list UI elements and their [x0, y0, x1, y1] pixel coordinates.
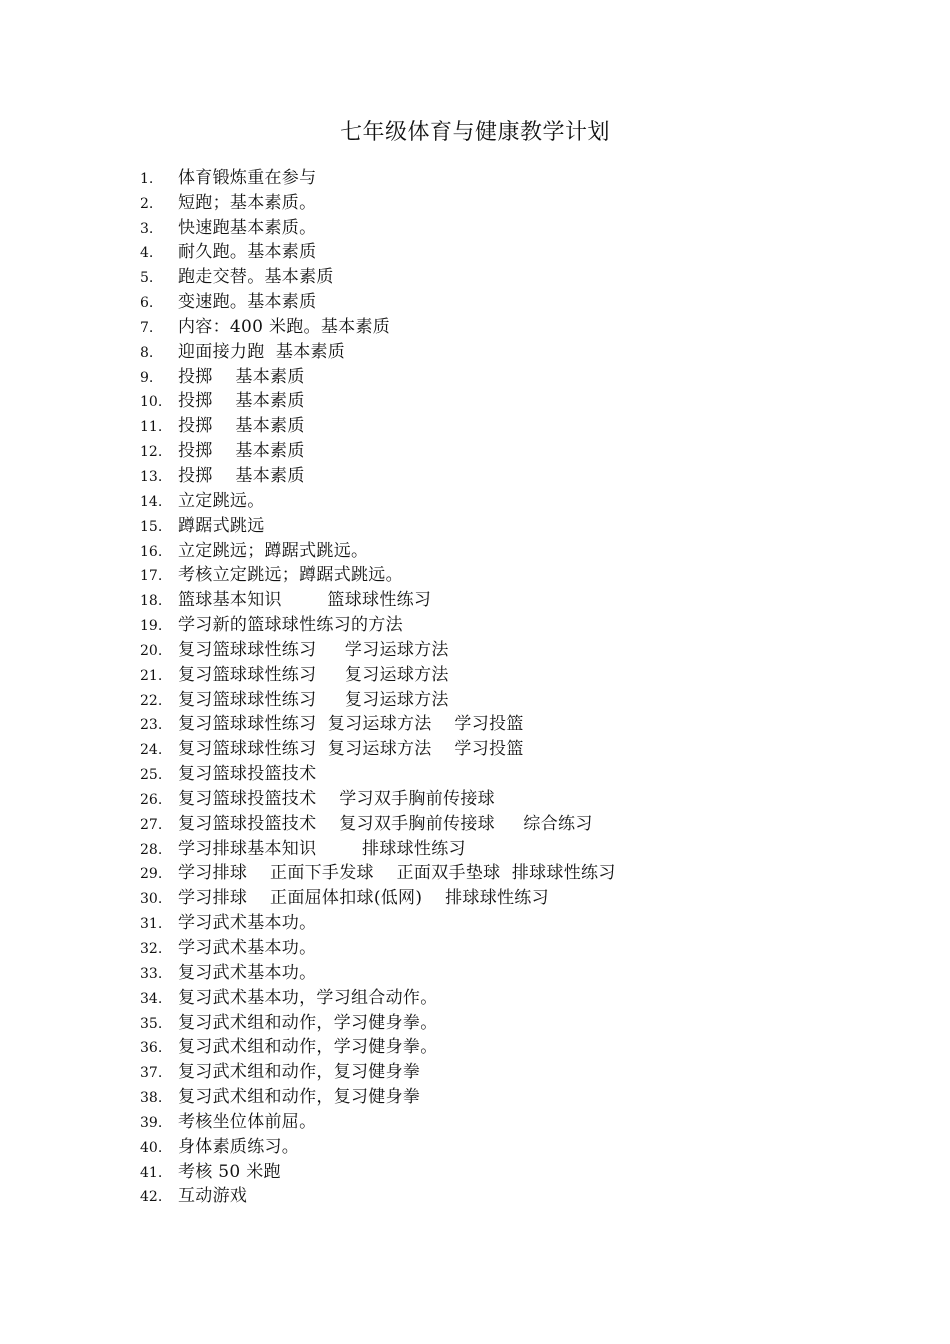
list-item-text: 考核立定跳远；蹲踞式跳远。 — [178, 565, 403, 586]
list-item-number: 28. — [140, 841, 163, 858]
list-item-number: 9. — [140, 369, 154, 386]
list-item-number: 38. — [140, 1090, 163, 1107]
list-item — [140, 1009, 616, 1034]
list-item-number: 41. — [140, 1164, 163, 1181]
list-item-number: 11. — [140, 419, 163, 436]
list-item-text: 学习武术基本功。 — [178, 913, 317, 934]
list-item-number: 26. — [140, 791, 163, 808]
list-item — [140, 437, 616, 462]
list-item-text: 复习武术基本功，学习组合动作。 — [178, 987, 438, 1008]
list-item-text: 内容：400 米跑。基本素质 — [178, 316, 391, 337]
list-item — [140, 959, 616, 984]
list-item-text: 变速跑。基本素质 — [178, 292, 317, 313]
list-item-text: 投掷 基本素质 — [178, 441, 305, 462]
list-item-number: 5. — [140, 270, 154, 287]
list-item-text: 复习篮球投篮技术 学习双手胸前传接球 — [178, 788, 495, 809]
list-item-text: 互动游戏 — [178, 1186, 248, 1207]
list-item-text: 学习武术基本功。 — [178, 938, 317, 958]
list-item-text: 立定跳远；蹲踞式跳远。 — [178, 540, 369, 561]
list-item-text: 复习篮球球性练习 学习运球方法 — [178, 639, 449, 660]
list-item-number: 8. — [140, 344, 154, 361]
list-item — [140, 785, 616, 810]
list-item-text: 投掷 基本素质 — [178, 391, 305, 412]
list-item-number: 13. — [140, 468, 163, 485]
list-item-number: 34. — [140, 990, 163, 1007]
list-item-number: 42. — [140, 1189, 163, 1206]
page-title: 七年级体育与健康教学计划 — [339, 120, 610, 145]
list-item — [140, 313, 616, 338]
list-item-number: 31. — [140, 916, 163, 933]
list-item — [140, 984, 616, 1009]
list-item-number: 16. — [140, 543, 163, 560]
list-item — [140, 1108, 616, 1133]
list-item-number: 39. — [140, 1114, 163, 1131]
list-item-number: 3. — [140, 220, 154, 237]
list-item — [140, 860, 616, 885]
list-item — [140, 1083, 616, 1108]
list-item-text: 立定跳远。 — [178, 490, 265, 511]
list-item-number: 30. — [140, 891, 163, 908]
list-item — [140, 388, 616, 413]
list-item-text: 耐久跑。基本素质 — [178, 242, 317, 263]
list-item — [140, 760, 616, 785]
list-item-text: 复习武术组和动作，学习健身拳。 — [178, 1012, 438, 1033]
list-item-text: 复习篮球球性练习 复习运球方法 学习投篮 — [178, 714, 524, 735]
list-item — [140, 512, 616, 537]
list-item-text: 快速跑基本素质。 — [178, 217, 317, 238]
list-item-text: 复习篮球投篮技术 — [178, 764, 317, 785]
list-item — [140, 661, 616, 686]
list-item — [140, 288, 616, 313]
list-item-number: 6. — [140, 295, 154, 312]
list-item-text: 蹲踞式跳远 — [178, 515, 265, 536]
list-item-number: 17. — [140, 568, 163, 585]
list-item-number: 12. — [140, 444, 163, 461]
list-item-number: 32. — [140, 941, 163, 957]
list-item — [140, 1058, 616, 1083]
list-item-text: 复习武术组和动作，复习健身拳 — [178, 1087, 421, 1108]
list-item — [140, 338, 616, 363]
list-item — [140, 537, 616, 562]
list-item-number: 1. — [140, 170, 154, 187]
list-item-number: 33. — [140, 965, 163, 982]
list-item-number: 25. — [140, 767, 163, 784]
list-item-text: 复习篮球球性练习 复习运球方法 学习投篮 — [178, 739, 524, 760]
list-item-number: 22. — [140, 692, 163, 709]
list-item — [140, 164, 616, 189]
list-item-text: 考核 50 米跑 — [178, 1161, 281, 1182]
list-item-number: 10. — [140, 394, 163, 411]
list-item-number: 2. — [140, 195, 154, 212]
list-item-number: 40. — [140, 1139, 163, 1156]
list-item-number: 21. — [140, 667, 163, 684]
list-item — [140, 810, 616, 835]
list-item-text: 跑走交替。基本素质 — [178, 267, 334, 288]
list-item-number: 4. — [140, 245, 154, 262]
list-item-text: 体育锻炼重在参与 — [178, 167, 317, 188]
list-item — [140, 562, 616, 587]
list-item — [140, 1158, 616, 1183]
list-item-number: 24. — [140, 742, 163, 759]
list-item — [140, 934, 616, 959]
list-item — [140, 462, 616, 487]
list-item-number: 27. — [140, 816, 163, 833]
list-item-number: 19. — [140, 618, 163, 635]
list-item-text: 复习篮球投篮技术 复习双手胸前传接球 综合练习 — [178, 813, 593, 834]
list-item — [140, 239, 616, 264]
list-item-number: 37. — [140, 1065, 163, 1082]
list-item-text: 投掷 基本素质 — [178, 465, 305, 486]
list-item-text: 复习武术基本功。 — [178, 962, 317, 983]
list-item-number: 20. — [140, 642, 163, 659]
list-item — [140, 1183, 616, 1208]
list-item — [140, 586, 616, 611]
list-item-number: 18. — [140, 593, 163, 610]
list-item — [140, 835, 616, 860]
lesson-list — [140, 164, 616, 1207]
list-item-text: 投掷 基本素质 — [178, 416, 305, 437]
list-item-number: 29. — [140, 866, 163, 883]
list-item-text: 迎面接力跑 基本素质 — [178, 341, 346, 362]
list-item — [140, 1133, 616, 1158]
list-item-text: 学习排球基本知识 排球球性练习 — [178, 838, 466, 859]
list-item-text: 考核坐位体前屈。 — [178, 1111, 317, 1132]
list-item-number: 23. — [140, 717, 163, 734]
list-item-text: 复习篮球球性练习 复习运球方法 — [178, 689, 449, 710]
list-item — [140, 686, 616, 711]
list-item — [140, 636, 616, 661]
list-item — [140, 884, 616, 909]
list-item — [140, 711, 616, 736]
list-item — [140, 412, 616, 437]
list-item-number: 14. — [140, 493, 163, 510]
list-item — [140, 611, 616, 636]
list-item — [140, 363, 616, 388]
list-item-number: 35. — [140, 1015, 163, 1032]
list-item-number: 7. — [140, 319, 154, 336]
list-item-text: 篮球基本知识 篮球球性练习 — [178, 590, 432, 611]
list-item-text: 复习武术组和动作，学习健身拳。 — [178, 1037, 438, 1058]
list-item-text: 学习排球 正面下手发球 正面双手垫球 排球球性练习 — [178, 863, 616, 884]
list-item-text: 投掷 基本素质 — [178, 366, 305, 387]
list-item-number: 15. — [140, 518, 163, 535]
list-item-text: 身体素质练习。 — [178, 1136, 300, 1157]
list-item-text: 短跑；基本素质。 — [178, 192, 317, 213]
list-item — [140, 735, 616, 760]
list-item — [140, 263, 616, 288]
list-item — [140, 214, 616, 239]
list-item-text: 复习武术组和动作，复习健身拳 — [178, 1062, 421, 1083]
list-item-text: 学习排球 正面屈体扣球(低网) 排球球性练习 — [178, 888, 549, 909]
list-item-text: 复习篮球球性练习 复习运球方法 — [178, 664, 449, 685]
list-item — [140, 189, 616, 214]
list-item — [140, 1034, 616, 1059]
list-item-text: 学习新的篮球球性练习的方法 — [178, 615, 403, 636]
list-item — [140, 909, 616, 934]
list-item — [140, 487, 616, 512]
list-item-number: 36. — [140, 1040, 163, 1057]
